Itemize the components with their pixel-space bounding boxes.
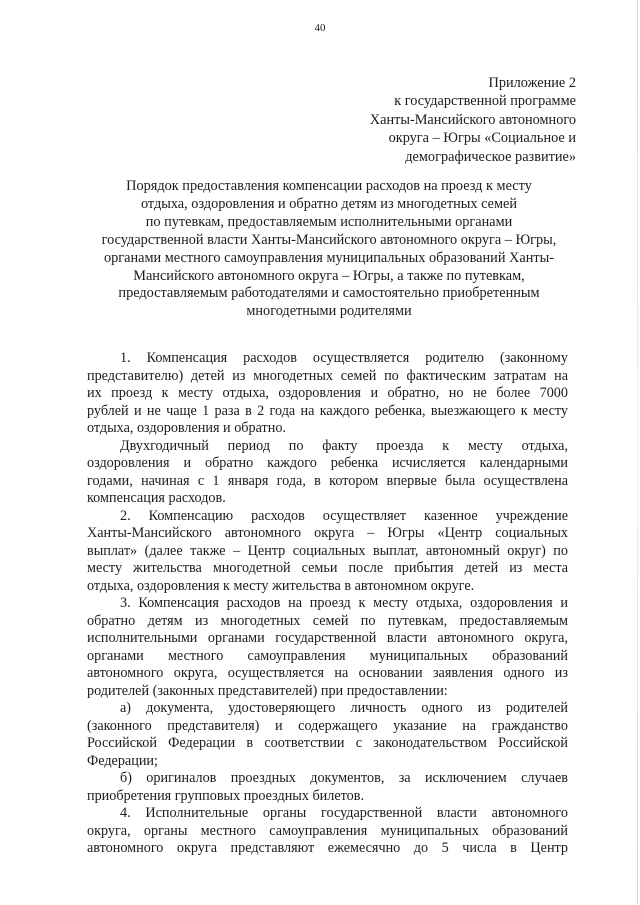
paragraph-1-line: представителю) детей из многодетных семей по фактическим затратам на [87,367,568,384]
paragraph-4-line: обратно детям из многодетных семей по путевкам, предоставляемым [87,612,568,629]
paragraph-5-line: Федерации; [87,752,158,769]
title-line: органами местного самоуправления муниципальных образований Ханты- [103,249,554,266]
document-body [87,350,568,858]
appendix-line: к государственной программе [394,93,576,110]
paragraph-1-line: рублей и не чаще 1 раза в 2 года на каждого ребенка, выезжающего к месту [87,402,568,419]
appendix-line: Приложение 2 [488,75,576,91]
title-line: отдыха, оздоровления и обратно детям из многодетных семей [140,195,518,212]
paragraph-7-line: округа, органы местного самоуправления муниципальных образований [87,822,568,839]
paragraph-3-line: Ханты-Мансийского автономного округа – Югры «Центр социальных [87,525,568,541]
paragraph-2-line: Двухгодичный период по факту проезда к месту отдыха, [120,437,568,454]
paragraph-3-line: месту жительства многодетной семьи после прибытия детей из места [87,560,568,576]
paragraph-1-line: их проезд к месту отдыха, оздоровления и обратно, но не более 7000 [87,385,568,401]
paragraph-6-line: б) оригиналов проездных документов, за исключением случаев [120,770,568,786]
paragraph-6-line: приобретения групповых проездных билетов. [87,787,365,804]
paragraph-4-line: органами местного самоуправления муниципальных образований [87,647,568,664]
paragraph-7-line: автономного округа представляют ежемесячно до 5 числа в Центр [87,840,568,856]
paragraph-1-line: 1. Компенсация расходов осуществляется родителю (законному [120,350,568,366]
title-line: Порядок предоставления компенсации расходов на проезд к месту [126,178,532,194]
paragraph-7-line: 4. Исполнительные органы государственной власти автономного [120,805,568,821]
document-title [80,178,578,321]
title-line: многодетными родителями [246,303,412,320]
paragraph-4-line: 3. Компенсация расходов на проезд к месту отдыха, оздоровления и [120,595,568,611]
title-line: государственной власти Ханты-Мансийского автономного округа – Югры, [101,231,557,248]
scan-edge [637,0,638,905]
paragraph-4-line: родителей (законных представителей) при предоставлении: [87,682,448,699]
paragraph-2-line: оздоровления и обратно каждого ребенка исчисляется календарными [87,455,568,471]
title-line: по путевкам, предоставляемым исполнительными органами [145,213,513,230]
paragraph-5-line: Российской Федерации в соответствии с законодательством Российской [87,735,568,751]
paragraph-4-line: исполнительными органами государственной власти автономного округа, [87,630,568,646]
paragraph-3-line: отдыха, оздоровления к месту жительства в автономном округе. [87,577,475,594]
appendix-header [276,74,576,166]
appendix-line: округа – Югры «Социальное и [388,130,576,147]
title-line: предоставляемым работодателями и самостоятельно приобретенным [118,285,540,302]
paragraph-1-line: отдыха, оздоровления и обратно. [87,420,286,436]
title-line: Мансийского автономного округа – Югры, а также по путевкам, [133,267,525,284]
paragraph-2-line: компенсация расходов. [87,490,226,506]
page-number: 40 [314,22,326,34]
appendix-line: Ханты-Мансийского автономного [369,111,576,128]
appendix-line: демографическое развитие» [405,148,576,165]
paragraph-5-line: (законного представителя) и содержащего указание на гражданство [87,717,568,734]
paragraph-3-line: 2. Компенсацию расходов осуществляет казенное учреждение [120,507,568,524]
paragraph-4-line: автономного округа, осуществляется на основании заявления одного из [87,665,568,681]
paragraph-2-line: годами, начиная с 1 января года, в котором впервые была осуществлена [87,472,568,489]
paragraph-3-line: выплат» (далее также – Центр социальных выплат, автономный округ) по [87,542,568,559]
paragraph-5-line: а) документа, удостоверяющего личность одного из родителей [120,700,568,716]
